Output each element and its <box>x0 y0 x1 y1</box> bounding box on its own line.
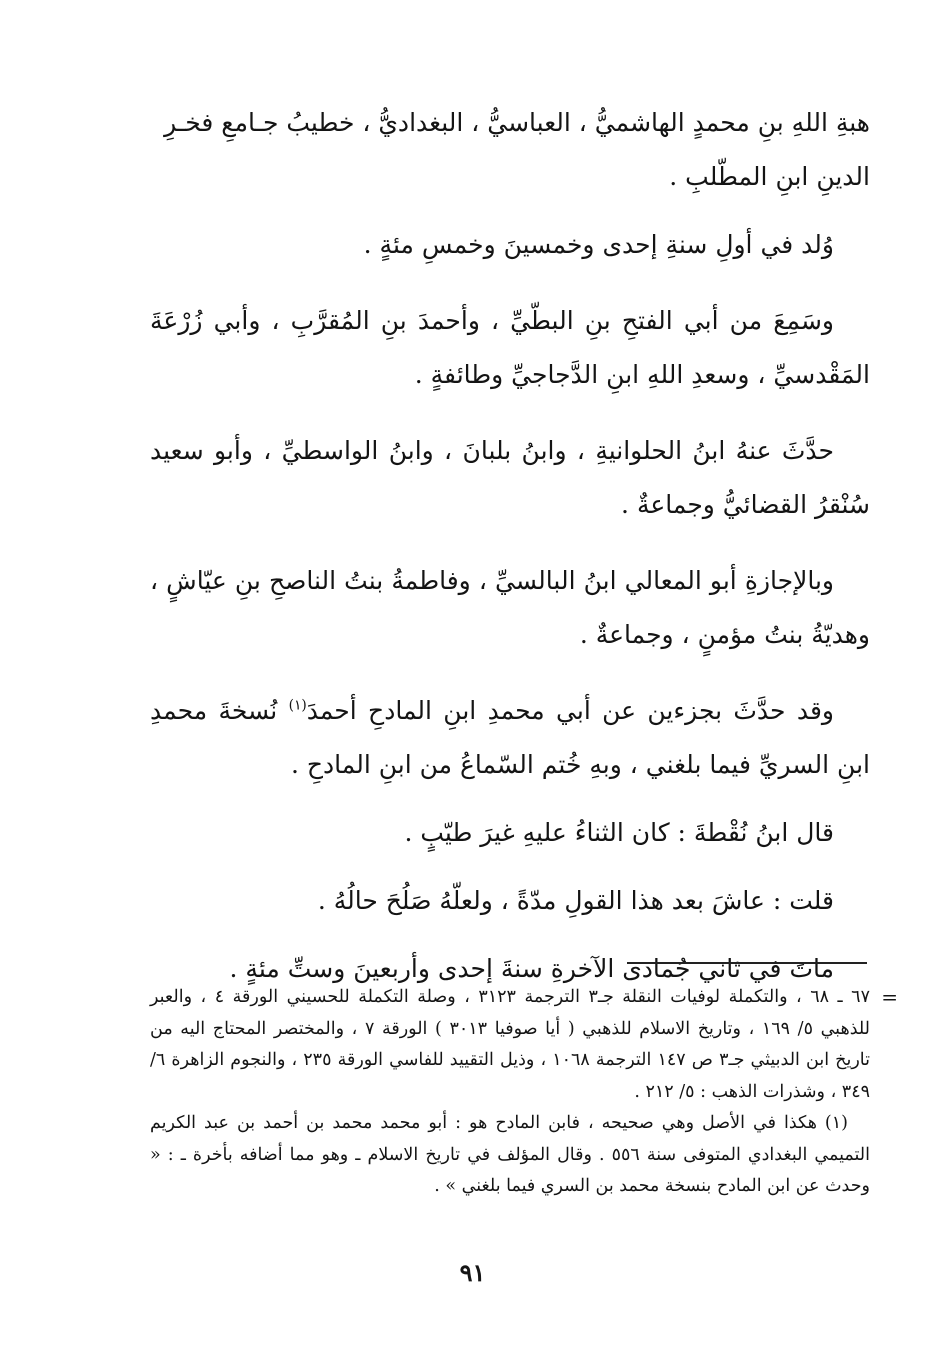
paragraph-6-text-b: نُسخةَ محمدِ ابنِ السريِّ فيما بلغني ، وبهِ خُتم السّماعُ من ابنِ المادحِ . <box>150 696 870 779</box>
footnote-continuation: ٦٧ ـ ٦٨ ، والتكملة لوفيات النقلة جـ٣ الترجمة ٣١٢٣ ، وصلة التكملة للحسيني الورقة ٤ ، والعبر للذهبي ٥/ ١٦٩ ، وتاريخ الاسلام للذهبي ( أيا صوفيا ٣٠١٣ ) الورقة ٧ ، والمختصر المحتاج اليه من تاريخ ابن الدبيثي جـ٣ ص ١٤٧ الترجمة ١٠٦٨ ، وذيل التقييد للفاسي الورقة ٢٣٥ ، والنجوم الزاهرة ٦/ ٣٤٩ ، وشذرات الذهب : ٥/ ٢١٢ . <box>150 987 871 1102</box>
footnotes <box>150 982 898 1203</box>
paragraph-9: ماتَ في ثاني جُمادى الآخرةِ سنةَ إحدى وأربعينَ وستِّ مئةٍ . <box>229 954 834 983</box>
paragraph-4: حدَّثَ عنهُ ابنُ الحلوانيةِ ، وابنُ بلبانَ ، وابنُ الواسطيِّ ، وأبو سعيد سُنْقرُ القضائيُّ وجماعةٌ . <box>150 436 870 519</box>
footnote-1: (١) هكذا في الأصل وهي صحيحه ، فابن المادح هو : أبو محمد محمد بن أحمد بن عبد الكريم التميمي البغدادي المتوفى سنة ٥٥٦ . وقال المؤلف في تاريخ الاسلام ـ وهو مما أضافه بأخرة ـ : « وحدث عن ابن المادح بنسخة محمد بن السري فيما بلغني » . <box>150 1113 870 1196</box>
footnote-reference-1: (١) <box>288 697 307 714</box>
paragraph-8: قلت : عاشَ بعد هذا القولِ مدّةً ، ولعلّهُ صَلُحَ حالُهُ . <box>317 886 834 915</box>
continuation-marker: = <box>881 985 898 1009</box>
footnote-divider <box>627 962 867 964</box>
paragraph-1-line-2: الدينِ ابنِ المطّلبِ . <box>669 162 870 191</box>
paragraph-6-text-a: وقد حدَّثَ بجزءين عن أبي محمدِ ابنِ المادحِ أحمدَ <box>306 696 834 725</box>
paragraph-1 <box>150 96 870 204</box>
paragraph-7: قال ابنُ نُقْطةَ : كان الثناءُ عليهِ غيرَ طيّبٍ . <box>404 818 834 847</box>
page-number: ٩١ <box>459 1258 486 1287</box>
paragraph-1-line-1: هبةِ اللهِ بنِ محمدٍ الهاشميُّ ، العباسيُّ ، البغداديُّ ، خطيبُ جـامعِ فخـرِ <box>164 108 870 137</box>
footnote-continuation-block <box>150 982 898 1108</box>
paragraph-6 <box>150 684 870 792</box>
main-text <box>150 96 870 1018</box>
paragraph-3: وسَمِعَ من أبي الفتحِ بنِ البطّيِّ ، وأحمدَ بنِ المُقرَّبِ ، وأبي زُرْعَةَ المَقْدسيِّ ، وسعدِ اللهِ ابنِ الدَّجاجيِّ وطائفةٍ . <box>150 306 870 389</box>
paragraph-2: وُلد في أولِ سنةِ إحدى وخمسينَ وخمسِ مئةٍ . <box>363 230 834 259</box>
paragraph-5: وبالإجازةِ أبو المعالي ابنُ البالسيِّ ، وفاطمةُ بنتُ الناصحِ بنِ عيّاشٍ ، وهديّةُ بنتُ مؤمنٍ ، وجماعةٌ . <box>150 566 870 649</box>
